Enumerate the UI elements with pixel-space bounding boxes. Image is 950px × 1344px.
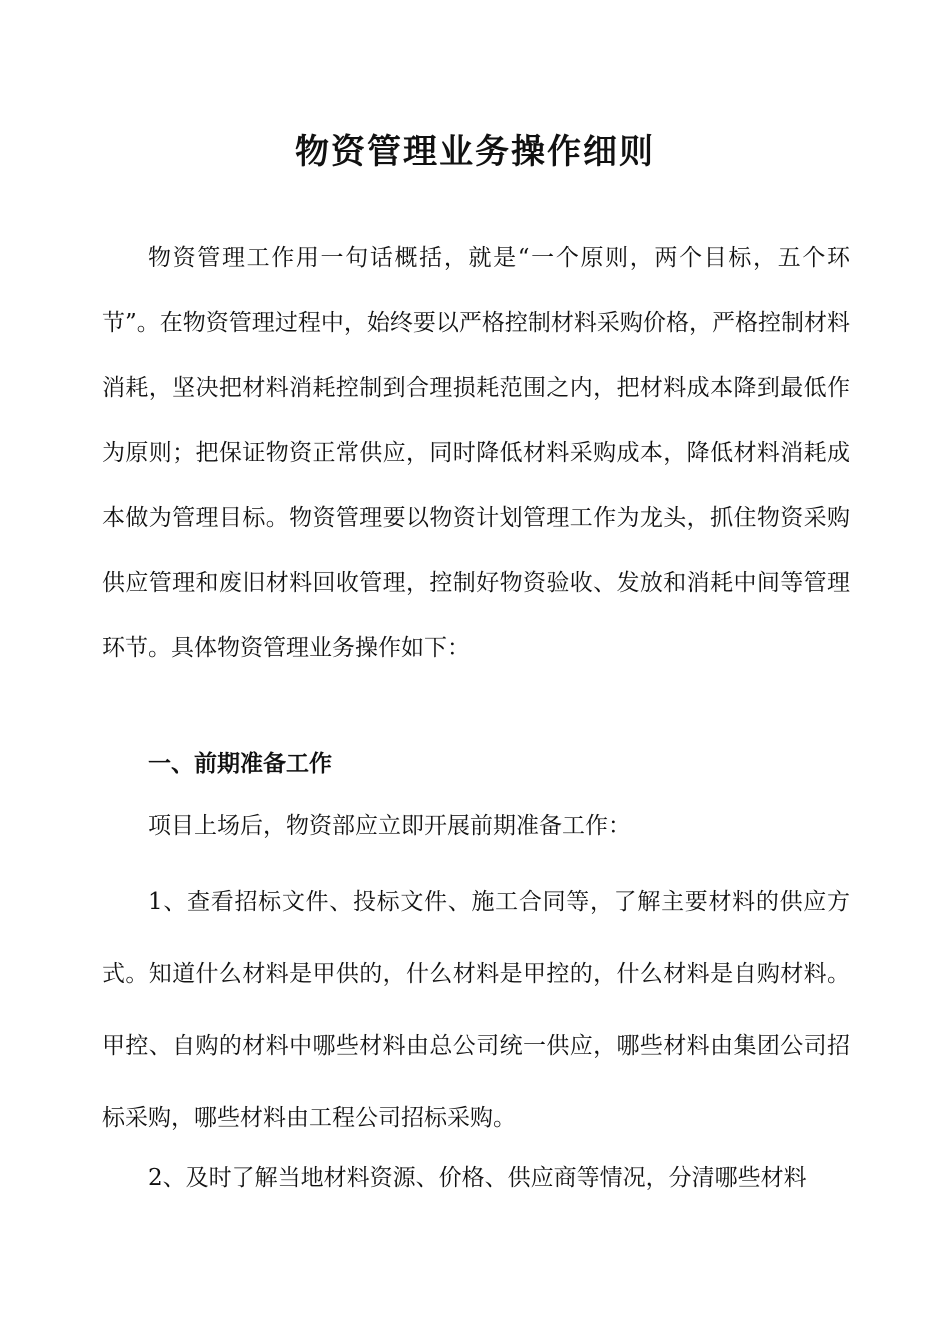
section-lead-paragraph: 项目上场后，物资部应立即开展前期准备工作： xyxy=(148,813,631,839)
item-1-block xyxy=(102,866,850,1154)
item-1-paragraph: 1、查看招标文件、投标文件、施工合同等，了解主要材料的供应方式。知道什么材料是甲供的，什么材料是甲控的，什么材料是自购材料。甲控、自购的材料中哪些材料由总公司统一供应，哪些材料由集团公司招标采购，哪些材料由工程公司招标采购。 xyxy=(102,889,850,1131)
item-2-block xyxy=(102,1154,850,1202)
document-title: 物资管理业务操作细则 xyxy=(295,132,655,172)
section-heading: 一、前期准备工作 xyxy=(148,751,332,777)
section-lead-block xyxy=(102,806,850,846)
item-2-paragraph: 2、及时了解当地材料资源、价格、供应商等情况，分清哪些材料 xyxy=(148,1165,807,1191)
intro-paragraph: 物资管理工作用一句话概括，就是“一个原则，两个目标，五个环节”。在物资管理过程中，始终要以严格控制材料采购价格，严格控制材料消耗，坚决把材料消耗控制到合理损耗范围之内，把材料成本降到最低作为原则；把保证物资正常供应，同时降低材料采购成本，降低材料消耗成本做为管理目标。物资管理要以物资计划管理工作为龙头，抓住物资采购供应管理和废旧材料回收管理，控制好物资验收、发放和消耗中间等管理环节。具体物资管理业务操作如下： xyxy=(102,245,850,661)
intro-block xyxy=(102,226,850,681)
